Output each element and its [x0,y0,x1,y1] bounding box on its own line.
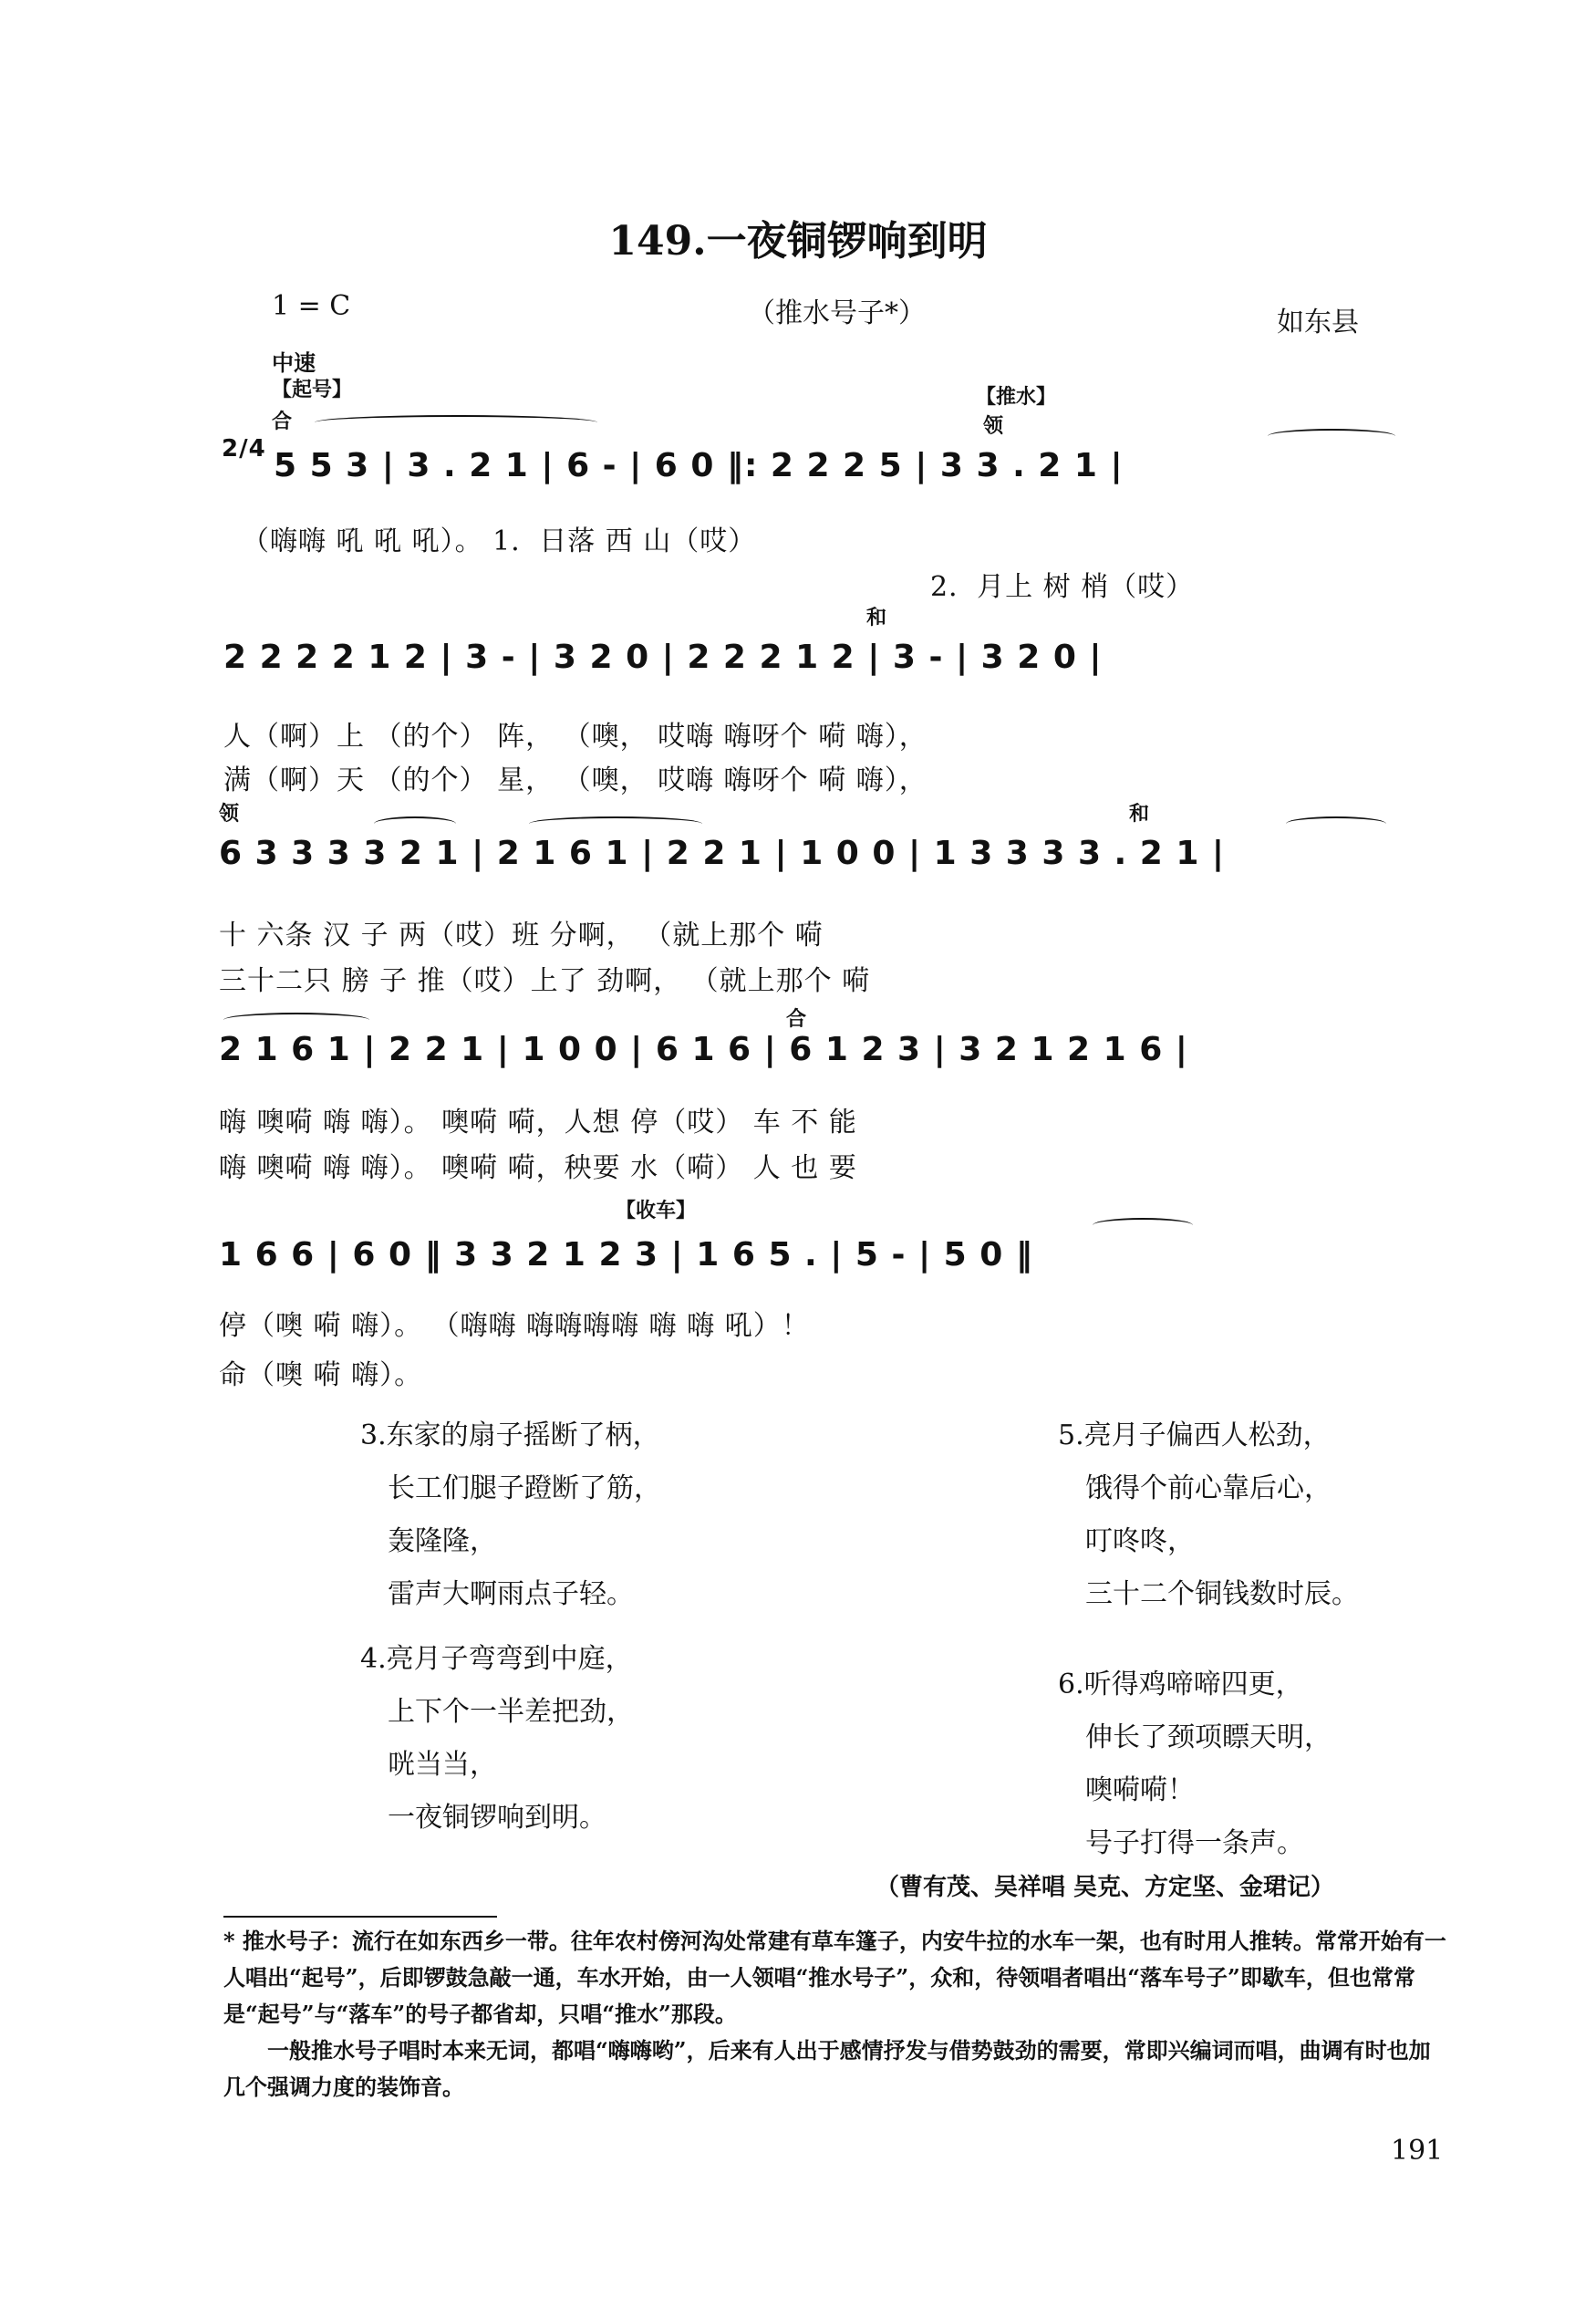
page-title: 149.一夜铜锣响到明 [608,218,988,265]
role-ling-2: 领 [219,802,240,826]
lyric-line: 十 六条 汉 子 两（哎）班 分啊， （就上那个 嗬 [219,920,824,951]
role-he-3: 和 [1129,802,1150,826]
score-line-2: 2 2 2 2 1 2 | 3 - | 3 2 0 | 2 2 2 1 2 | 3 - | 3 2 0 | [223,639,1103,676]
slur-arc [374,816,456,831]
slur-arc [223,1013,369,1027]
slur-arc [1093,1218,1193,1232]
verse-line: 雷声大啊雨点子轻。 [388,1578,634,1610]
verse-line: 咣当当， [388,1749,497,1781]
time-signature: 2/4 [222,435,266,463]
lyric-line: 三十二只 膀 子 推（哎）上了 劲啊， （就上那个 嗬 [219,965,871,997]
role-he: 合 [272,410,293,433]
lyric-line: 满（啊）天 （的个） 星， （噢， 哎嗨 嗨呀个 嗬 嗨）， [223,764,928,796]
verse-line: 叮咚咚， [1085,1525,1195,1557]
page-number: 191 [1391,2135,1444,2167]
score-line-3: 6 3 3 3 3 2 1 | 2 1 6 1 | 2 2 1 | 1 0 0 | 1 3 3 3 3 . 2 1 | [219,835,1226,872]
verse-line: 伸长了颈项瞟天明， [1085,1721,1332,1753]
verse-line: 6.听得鸡啼啼四更， [1058,1669,1303,1700]
footnote-1: * 推水号子：流行在如东西乡一带。往年农村傍河沟处常建有草车篷子，内安牛拉的水车一架，也有时用人推转。常常开始有一人唱出“起号”，后即锣鼓急敲一通，车水开始，由一人领唱“推水号子”，众和，待领唱者唱出“落车号子”即歇车，但也常常是“起号”与“落车”的号子都省却，只唱“推水”那段。 [223,1928,1446,2027]
section-tuishui: 【推水】 [976,385,1057,409]
verse-3 [360,1409,661,1621]
lyric-line: 2．月上 树 梢（哎） [930,571,1195,603]
verse-line: 长工们腿子蹬断了筋， [388,1472,661,1504]
slur-arc [1268,429,1395,443]
verse-line: 号子打得一条声。 [1085,1827,1304,1859]
verse-line: 一夜铜锣响到明。 [388,1802,606,1834]
verse-6 [1058,1659,1332,1870]
footnote-2: 一般推水号子唱时本来无词，都唱“嗨嗨哟”，后来有人出于感情抒发与借势鼓劲的需要，常即兴编词而唱，曲调有时也加几个强调力度的装饰音。 [223,2037,1431,2100]
lyric-line: 命（噢 嗬 嗨）。 [219,1359,423,1391]
role-ling: 领 [983,414,1004,438]
footnote-divider [223,1916,497,1918]
verse-line: 3.东家的扇子摇断了柄， [360,1419,660,1451]
verse-4 [360,1633,634,1845]
slur-arc [1286,816,1386,831]
slur-arc [315,415,597,430]
verse-line: 饿得个前心靠后心， [1085,1472,1332,1504]
verse-line: 5.亮月子偏西人松劲， [1058,1419,1331,1451]
verse-line: 三十二个铜钱数时辰。 [1085,1578,1359,1610]
verse-line: 4.亮月子弯弯到中庭， [360,1643,633,1675]
verse-line: 噢嗬嗬！ [1085,1774,1195,1806]
slur-arc [529,816,702,831]
verse-line: 轰隆隆， [388,1525,497,1557]
section-shouche: 【收车】 [616,1199,697,1222]
genre-label: （推水号子*） [748,297,926,329]
score-line-4: 2 1 6 1 | 2 2 1 | 1 0 0 | 6 1 6 | 6 1 2 3 | 3 2 1 2 1 6 | [219,1031,1188,1068]
lyric-line: 嗨 噢嗬 嗨 嗨）。 噢嗬 嗬，秧要 水（嗬） 人 也 要 [219,1152,857,1184]
score-line-1: 5 5 3 | 3 . 2 1 | 6 - | 6 0 ‖: 2 2 2 5 | 3 3 . 2 1 | [274,447,1124,484]
lyric-line: 人（啊）上 （的个） 阵， （噢， 哎嗨 嗨呀个 嗬 嗨）， [223,721,928,753]
lyric-line: 停（噢 嗬 嗨）。 （嗨嗨 嗨嗨嗨嗨 嗨 嗨 吼）！ [219,1310,810,1342]
tempo-marking: 中速 [272,349,316,376]
verse-line: 上下个一半差把劲， [388,1696,634,1728]
lyric-line: 嗨 噢嗬 嗨 嗨）。 噢嗬 嗬，人想 停（哎） 车 不 能 [219,1107,857,1139]
credit-line: （曹有茂、吴祥唱 吴克、方定坚、金珺记） [876,1874,1335,1901]
region-label: 如东县 [1277,307,1359,338]
score-line-5: 1 6 6 | 6 0 ‖ 3 3 2 1 2 3 | 1 6 5 . | 5 - | 5 0 ‖ [219,1236,1033,1274]
key-signature: 1 = C [272,290,351,322]
verse-5 [1058,1409,1359,1621]
section-qihao: 【起号】 [272,378,353,401]
lyric-line: （嗨嗨 吼 吼 吼）。 1．日落 西 山（哎） [242,525,757,557]
role-he-4: 合 [786,1007,807,1031]
role-he-2: 和 [866,606,887,629]
